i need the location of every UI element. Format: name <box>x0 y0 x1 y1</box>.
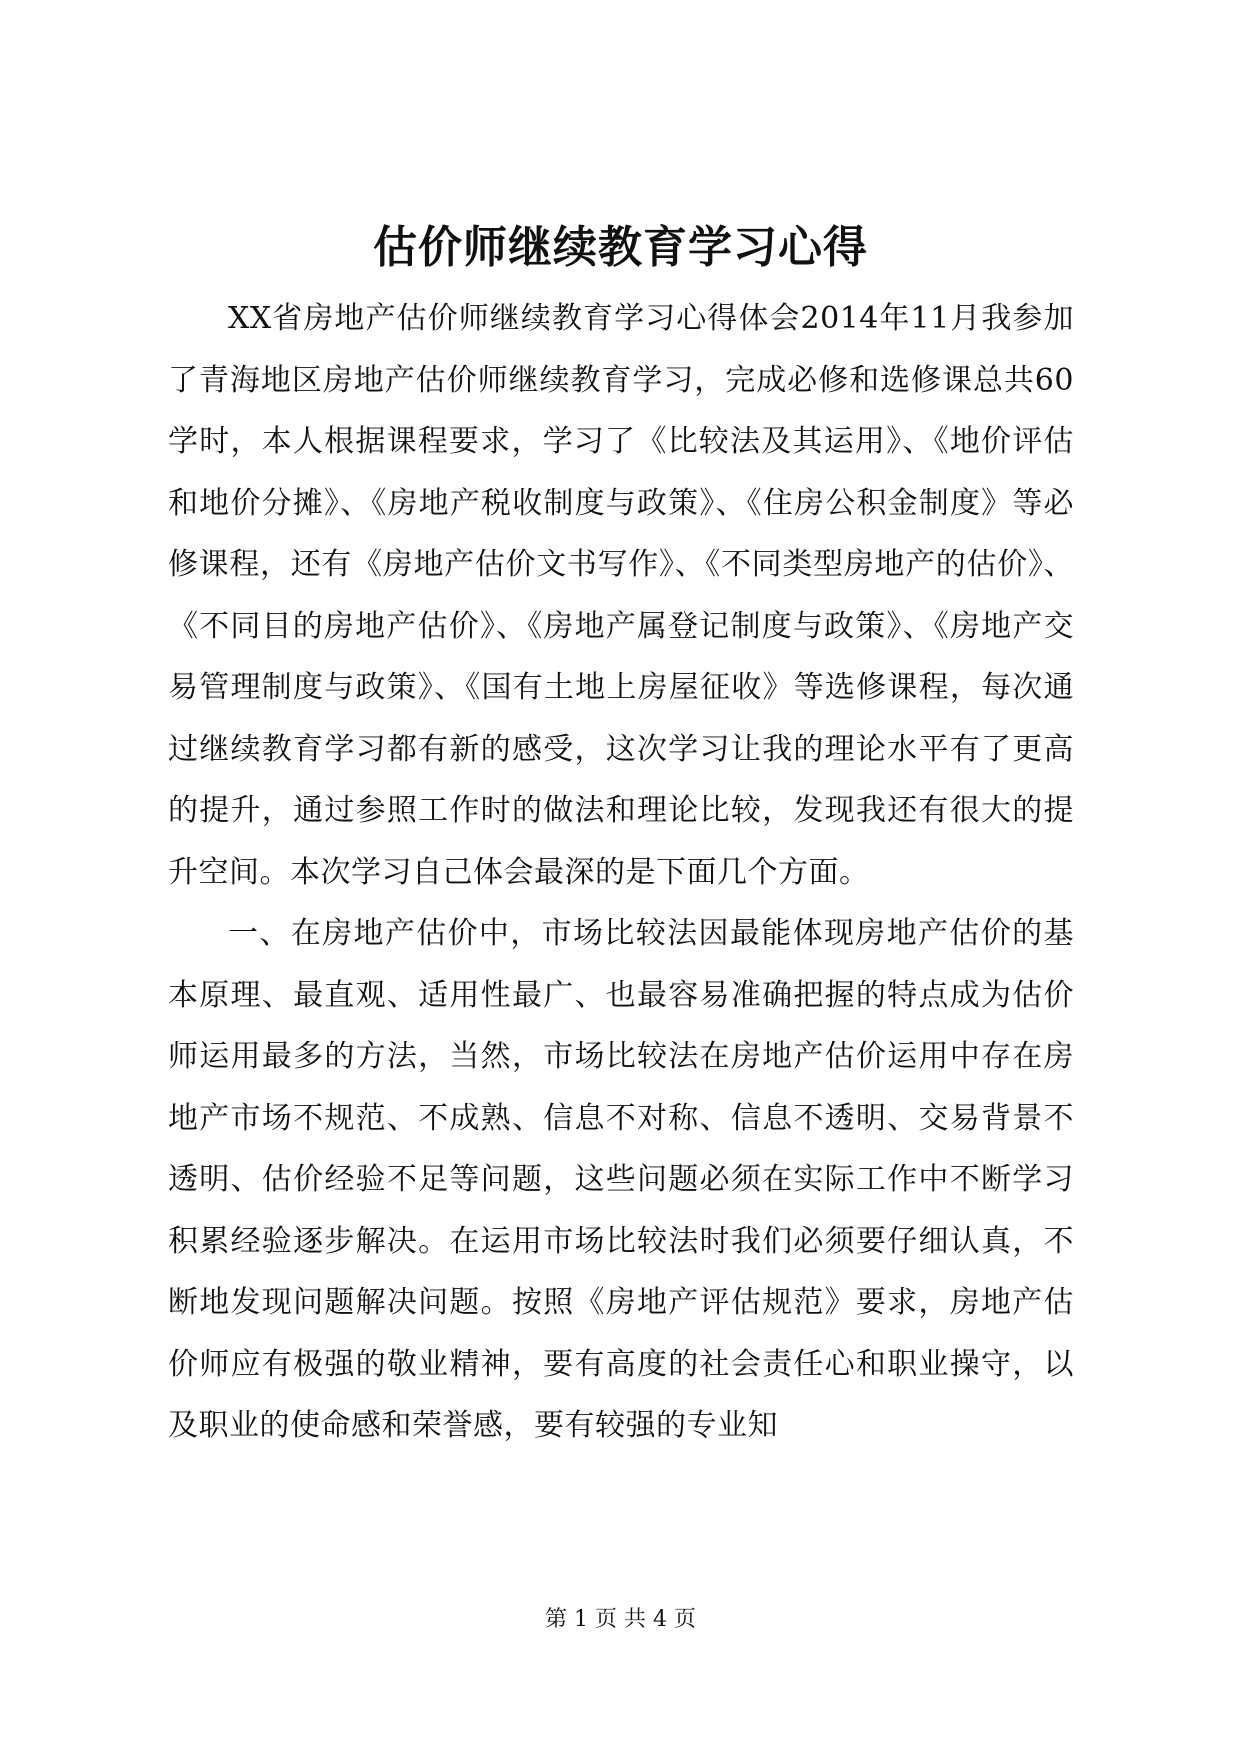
paragraph-intro: XX省房地产估价师继续教育学习心得体会2014年11月我参加了青海地区房地产估价师继续教育学习，完成必修和选修课总共60学时，本人根据课程要求，学习了《比较法及其运用》、《地价评估和地价分摊》、《房地产税收制度与政策》、《住房公积金制度》等必修课程，还有《房地产估价文书写作》、《不同类型房地产的估价》、《不同目的房地产估价》、《房地产属登记制度与政策》、《房地产交易管理制度与政策》、《国有土地上房屋征收》等选修课程，每次通过继续教育学习都有新的感受，这次学习让我的理论水平有了更高的提升，通过参照工作时的做法和理论比较，发现我还有很大的提升空间。本次学习自己体会最深的是下面几个方面。 <box>168 301 1074 890</box>
page-number-footer: 第 1 页 共 4 页 <box>545 1607 696 1632</box>
paragraph-section-one: 一、在房地产估价中，市场比较法因最能体现房地产估价的基本原理、最直观、适用性最广、也最容易准确把握的特点成为估价师运用最多的方法，当然，市场比较法在房地产估价运用中存在房地产市场不规范、不成熟、信息不对称、信息不透明、交易背景不透明、估价经验不足等问题，这些问题必须在实际工作中不断学习积累经验逐步解决。在运用市场比较法时我们必须要仔细认真，不断地发现问题解决问题。按照《房地产评估规范》要求，房地产估价师应有极强的敬业精神，要有高度的社会责任心和职业操守，以及职业的使命感和荣誉感，要有较强的专业知 <box>168 916 1074 1443</box>
document-body <box>168 288 1074 1457</box>
document-title: 估价师继续教育学习心得 <box>373 222 868 273</box>
